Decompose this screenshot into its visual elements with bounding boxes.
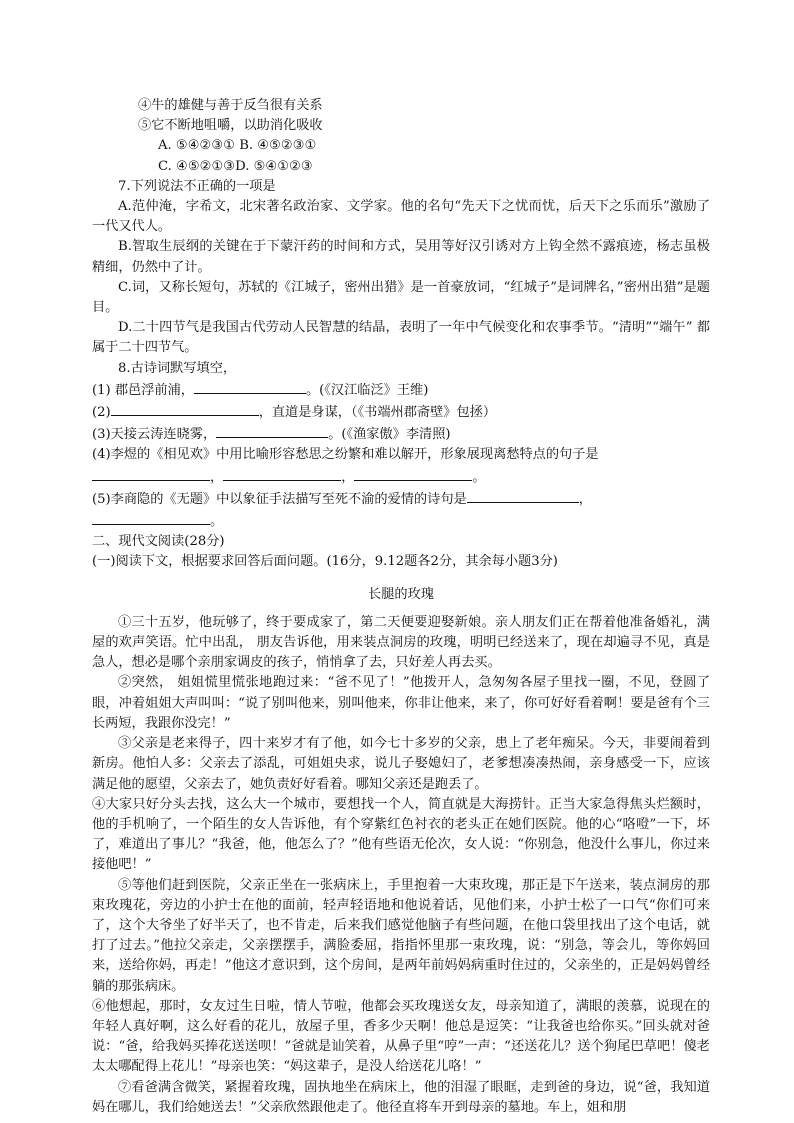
q6-option: A. ⑤④②③① B. ④⑤②③① [158,138,317,154]
answer-blank[interactable] [354,466,472,481]
separator: ， [578,491,592,507]
answer-blank[interactable] [92,510,210,525]
q8-line-2-suffix: ，直道是身谋，（《书端州郡斋壁》包拯） [258,405,497,421]
story-paragraph: ③父亲是老来得子，四十来岁才有了他，如今七十多岁的父亲，患上了老年痴呆。今天，非要闹着到新房。他怕人多：父亲去了添乱，可姐姐央求，说儿子娶媳妇了，老爹想凑凑热闹，亲身感受一下，应该满足他的愿望，父亲去了，她负责好好看着。哪知父亲还是跑丢了。 [92,736,710,792]
q7-option-a: A.范仲淹，字希文，北宋著名政治家、文学家。他的名句“先天下之忧而忧，后天下之乐而乐”激励了一代又代人。 [92,199,710,235]
q8-line-3 [92,423,710,445]
q6-item: ⑤它不断地咀嚼，以助消化吸收 [138,118,323,134]
q7-option-d: D.二十四节气是我国古代劳动人民智慧的结晶，表明了一年中气候变化和农事季节。“清明”“端午” 都属于二十四节气。 [92,320,710,356]
answer-blank[interactable] [223,466,341,481]
separator: 。 [472,469,486,485]
q8-line-2-prefix: (2) [92,405,111,421]
q8-line-5-text: (5)李商隐的《无题》中以象征手法描写至死不渝的爱情的诗句是 [92,491,467,507]
story-paragraph: ⑦看爸满含微笑，紧握着玫瑰，固执地坐在病床上，他的泪湿了眼眶，走到爸的身边，说“爸，我知道妈在哪儿，我们给她送去！”父亲欣然跟他走了。他径直将车开到母亲的墓地。车上，姐和朋 [92,1079,710,1115]
separator: ， [210,469,224,485]
q8-line-5 [92,488,710,510]
separator: ， [341,469,355,485]
answer-blank[interactable] [92,466,210,481]
separator: 。 [210,514,224,530]
answer-blank[interactable] [194,379,306,394]
story-title: 长腿的玫瑰 [368,586,434,602]
document-page [92,96,710,1118]
q8-line-4-answers [92,466,710,488]
answer-blank[interactable] [216,423,328,438]
story-paragraph: ⑤等他们赶到医院，父亲正坐在一张病床上，手里抱着一大束玫瑰，那正是下午送来，装点洞房的那束玫瑰花，旁边的小护士在他的面前，轻声轻语地和他说着话，见他们来，小护士松了一口气“你们可来了，这个大爷坐了好半天了，也不肯走，后来我们感觉他脑子有些问题，在他口袋里找出了这个电话，就打了过去。”他拉父亲走，父亲摆摆手，满脸委屈，指指怀里那一束玫瑰，说：“别急，等会儿，等你妈回来，送给你妈，再走！”他这才意识到，这个房间，是两年前妈妈病重时住过的，父亲坐的，正是妈妈曾经躺的那张病床。 [92,877,710,994]
story-paragraph: ④大家只好分头去找，这么大一个城市，要想找一个人，简直就是大海捞针。正当大家急得焦头烂额时，他的手机响了，一个陌生的女人告诉他，有个穿紫红色衬衣的老头正在她们医院。他的心“咯噔”一下，坏了，难道出了事儿？“我爸，他，他怎么了？”他有些语无伦次，女人说：“你别急，他没什么事儿，你过来接他吧！” [92,796,710,873]
subsection-heading: (一)阅读下文，根据要求回答后面问题。(16分，9.12题各2分，其余每小题3分) [92,554,558,570]
story-paragraph: ⑥他想起，那时，女友过生日啦，情人节啦，他都会买玫瑰送女友，母亲知道了，满眼的羡慕，说现在的年轻人真好啊，这么好看的花儿，放屋子里，香多少天啊！他总是逗笑：“让我爸也给你买。”回头就对爸说：“爸，给我妈买捧花送送呗！”爸就是讪笑着，从鼻子里“哼”一声：“还送花儿？送个狗尾巴草吧！傻老太太哪配得上花儿！”母亲也笑：“妈这辈子，是没人给送花儿咯！” [92,998,710,1075]
q7-stem: 7.下列说法不正确的一项是 [118,178,276,194]
q8-line-1-prefix: (1) 郡邑浮前浦， [92,382,194,398]
story-paragraph: ②突然， 姐姐慌里慌张地跑过来：“爸不见了！”他拨开人，急匆匆各屋子里找一圈，不见，登圆了眼，冲着姐姐大声叫叫：“说了别叫他来，别叫他来，你非让他来，来了，你可好好看着啊！要是爸有个三长两短，我跟你没完！” [92,675,710,731]
q6-item: ④牛的雄健与善于反刍很有关系 [138,98,323,113]
q8-line-3-prefix: (3)天接云涛连晓雾， [92,427,217,443]
story-paragraph: ①三十五岁，他玩够了，终于要成家了，第二天便要迎娶新娘。亲人朋友们正在帮着他准备婚礼，满屋的欢声笑语。忙中出乱， 朋友告诉他，用来装点洞房的玫瑰，明明已经送来了，现在却遍寻不见，真是急人，想必是哪个亲朋家调皮的孩子，悄悄拿了去，只好差人再去买。 [92,614,710,671]
section-heading: 二、现代文阅读(28分) [92,534,225,550]
q8-line-3-suffix: 。(《渔家傲》李清照) [328,427,451,443]
q7-option-b: B.智取生辰纲的关键在于下蒙汗药的时间和方式，吴用等好汉引诱对方上钩全然不露痕迹，杨志虽极精细，仍然中了计。 [92,239,710,275]
q8-stem: 8.古诗词默写填空， [118,360,237,376]
q8-line-2 [92,401,710,423]
answer-blank[interactable] [111,401,259,416]
q8-line-1-suffix: 。(《汉江临泛》王维) [306,382,429,398]
q6-option: C. ④⑤②①③D. ⑤④①②③ [158,158,313,174]
q7-option-c: C.词，又称长短句，苏轼的《江城子，密州出猎》是一首豪放词，“红城子”是词牌名，”密州出猎”是题目。 [92,279,710,316]
answer-blank[interactable] [467,488,579,503]
q8-line-4: (4)李煜的《相见欢》中用比喻形容愁思之纷繁和难以解开，形象展现离愁特点的句子是 [92,447,599,463]
q8-line-5-answers [92,510,710,532]
q8-line-1 [92,379,710,401]
